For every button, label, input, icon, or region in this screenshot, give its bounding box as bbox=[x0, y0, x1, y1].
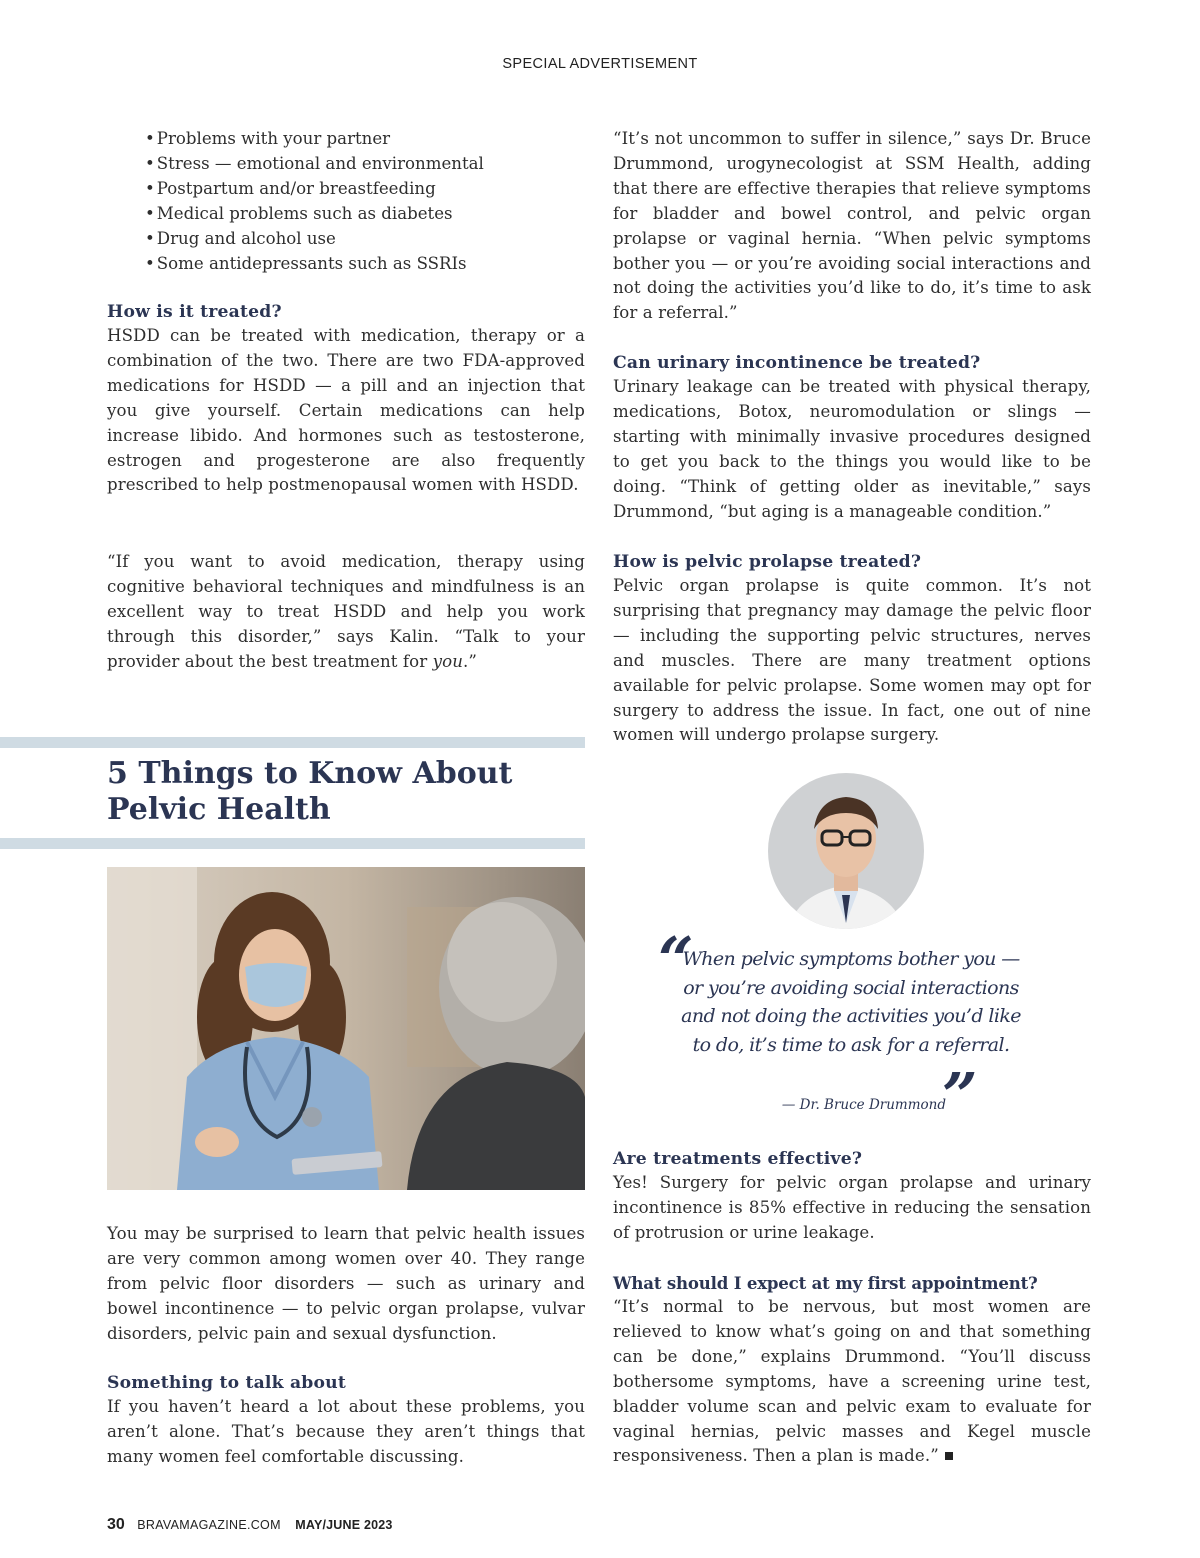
kalin-quote-paragraph bbox=[107, 550, 585, 675]
kalin-quote-text: “If you want to avoid medication, therapy using cognitive behavioral techniques and mindfulness is an excellent way to treat HSDD and help you work through this disorder,” says Kalin. “Talk to your provider about the best treatment for bbox=[107, 552, 585, 671]
list-item: • Medical problems such as diabetes bbox=[145, 202, 585, 227]
effective-heading: Are treatments effective? bbox=[613, 1149, 863, 1169]
treatment-section bbox=[107, 300, 585, 498]
prolapse-heading: How is pelvic prolapse treated? bbox=[613, 552, 922, 572]
urinary-paragraph: Urinary leakage can be treated with physical therapy, medications, Botox, neuromodulation or slings — starting with minimally invasive procedures designed to get you back to the things you would like to be doing. “Think of getting older as inevitable,” says Drummond, “but aging is a manageable condition.” bbox=[613, 377, 1091, 521]
appointment-section bbox=[613, 1271, 1091, 1469]
prolapse-paragraph: Pelvic organ prolapse is quite common. It’s not surprising that pregnancy may damage the pelvic floor — including the supporting pelvic structures, nerves and muscles. There are many treatment options available for pelvic prolapse. Some women may opt for surgery to address the issue. In fact, one out of nine women will undergo prolapse surgery. bbox=[613, 576, 1091, 745]
kalin-quote-emphasis: you bbox=[432, 651, 464, 671]
title-band-bottom bbox=[0, 838, 585, 849]
title-band-top bbox=[0, 737, 585, 748]
list-item: • Problems with your partner bbox=[145, 127, 585, 152]
pull-quote-attribution: — Dr. Bruce Drummond bbox=[781, 1097, 946, 1113]
treatment-paragraph: HSDD can be treated with medication, therapy or a combination of the two. There are two FDA-approved medications for HSDD — a pill and an injection that you give yourself. Certain medications can help increase libido. And hormones such as testosterone, estrogen and progesterone are also frequently prescribed to help postmenopausal women with HSDD. bbox=[107, 326, 585, 495]
doctor-portrait bbox=[768, 773, 924, 929]
talk-section bbox=[107, 1371, 585, 1470]
urinary-heading: Can urinary incontinence be treated? bbox=[613, 353, 981, 373]
end-mark-icon bbox=[945, 1452, 953, 1460]
page-number: 30 bbox=[107, 1516, 125, 1533]
nurse-patient-photo bbox=[107, 867, 585, 1190]
drummond-intro-paragraph: “It’s not uncommon to suffer in silence,” says Dr. Bruce Drummond, urogynecologist at SSM Health, adding that there are effective therapies that relieve symptoms for bladder and bowel control, and pelvic organ prolapse or vaginal hernia. “When pelvic symptoms bother you — or you’re avoiding social interactions and not doing the activities you’d like to do, it’s time to ask for a referral.” bbox=[613, 129, 1091, 323]
treatment-heading: How is it treated? bbox=[107, 302, 282, 322]
prolapse-section bbox=[613, 550, 1091, 748]
risk-factor-list bbox=[145, 127, 585, 276]
special-advertisement-label: SPECIAL ADVERTISEMENT bbox=[502, 56, 698, 72]
list-item: • Drug and alcohol use bbox=[145, 227, 585, 252]
section-title: 5 Things to Know About Pelvic Health bbox=[107, 756, 513, 827]
page-footer bbox=[107, 1516, 393, 1534]
pull-quote-text: When pelvic symptoms bother you — or you’re avoiding social interactions and not doing the activities you’d like to do, it’s time to ask for a referral. bbox=[681, 948, 1021, 1056]
appointment-heading: What should I expect at my first appointment? bbox=[613, 1273, 1038, 1293]
intro-paragraph: You may be surprised to learn that pelvic health issues are very common among women over 40. They range from pelvic floor disorders — such as urinary and bowel incontinence — to pelvic organ prolapse, vulvar disorders, pelvic pain and sexual dysfunction. bbox=[107, 1224, 585, 1343]
talk-heading: Something to talk about bbox=[107, 1373, 346, 1393]
effective-paragraph: Yes! Surgery for pelvic organ prolapse and urinary incontinence is 85% effective in reducing the sensation of protrusion or urine leakage. bbox=[613, 1173, 1091, 1242]
kalin-quote-end: .” bbox=[463, 651, 477, 671]
footer-issue: MAY/JUNE 2023 bbox=[295, 1518, 393, 1532]
appointment-text: “It’s normal to be nervous, but most women are relieved to know what’s going on and that something can be done,” explains Drummond. “You’ll discuss bothersome symptoms, have a screening urine test, bladder volume scan and pelvic exam to evaluate for vaginal hernias, pelvic masses and Kegel muscle responsiveness. Then a plan is made.” bbox=[613, 1297, 1091, 1466]
talk-paragraph: If you haven’t heard a lot about these problems, you aren’t alone. That’s because they aren’t things that many women feel comfortable discussing. bbox=[107, 1397, 585, 1466]
effective-section bbox=[613, 1147, 1091, 1246]
list-item: • Postpartum and/or breastfeeding bbox=[145, 177, 585, 202]
close-quote-mark: ” bbox=[942, 1059, 978, 1132]
urinary-section bbox=[613, 351, 1091, 524]
appointment-paragraph bbox=[613, 1295, 1091, 1469]
footer-site: BRAVAMAGAZINE.COM bbox=[137, 1518, 281, 1532]
open-quote-mark: “ bbox=[658, 923, 694, 996]
list-item: • Stress — emotional and environmental bbox=[145, 152, 585, 177]
list-item: • Some antidepressants such as SSRIs bbox=[145, 252, 585, 277]
